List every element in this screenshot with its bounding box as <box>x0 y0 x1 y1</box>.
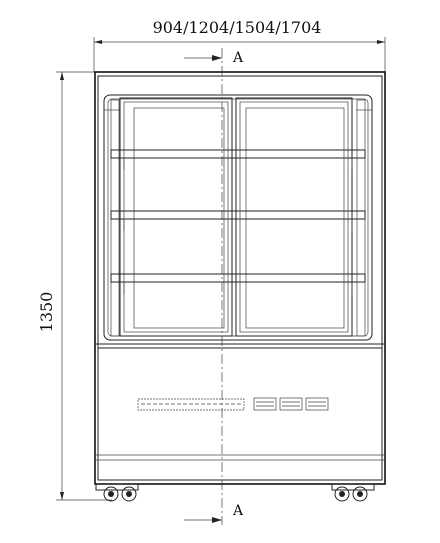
caster-right-icon <box>332 484 374 501</box>
vent-icon <box>280 398 302 410</box>
right-door <box>236 98 352 336</box>
caster-left-icon <box>96 484 138 501</box>
height-dimension <box>37 72 112 500</box>
left-door <box>120 98 232 336</box>
shelves <box>111 150 365 294</box>
vent-icon <box>254 398 276 410</box>
glass-frame <box>104 95 372 340</box>
control-panel <box>138 398 328 410</box>
height-label: 1350 <box>37 291 56 333</box>
vent-icon <box>306 398 328 410</box>
width-label: 904/1204/1504/1704 <box>152 18 322 37</box>
shelf <box>111 211 365 219</box>
casters <box>96 484 374 501</box>
shelf <box>111 274 365 282</box>
shelf <box>111 150 365 158</box>
section-line <box>184 48 244 525</box>
side-posts <box>111 100 365 336</box>
section-marker-bottom: A <box>233 503 244 519</box>
section-marker-top: A <box>233 50 244 66</box>
